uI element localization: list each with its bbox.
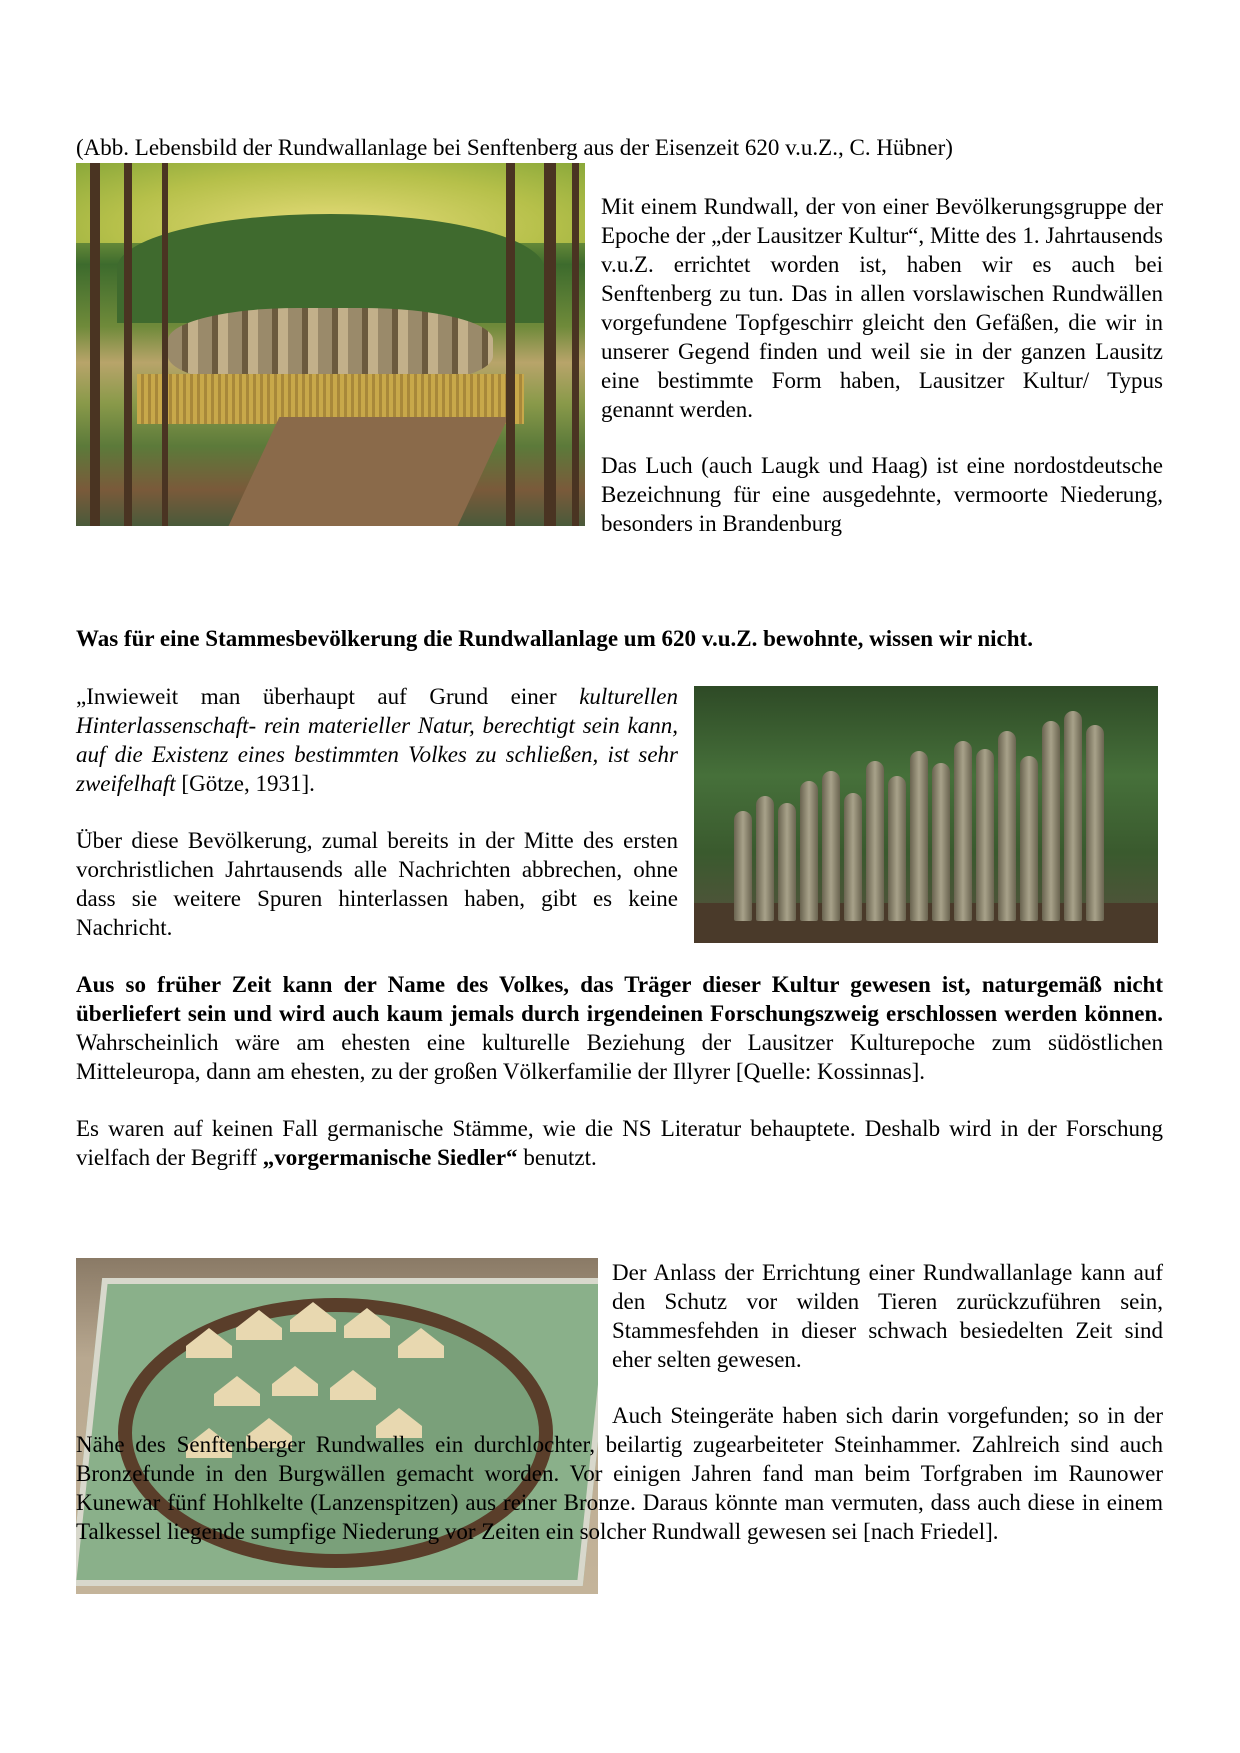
palisade-post [1042,721,1060,921]
palisade-post [1086,725,1104,921]
paragraph-rundwall-intro: Mit einem Rundwall, der von einer Bevölkerungsgruppe der Epoche der „der Lausitzer Kultur“, Mitte des 1. Jahrtausends v.u.Z. errichtet worden ist, haben wir es auch bei Senftenberg zu tun. Das in allen vorslawischen Rundwällen vorgefundene Topfgeschirr gleicht den Gefäßen, die wir in unserer Gegend finden und weil sie in der ganzen Lausitz eine bestimmte Form haben, Lausitzer Kultur/ Typus genannt werden. [601,194,1163,422]
palisade-post [910,751,928,921]
palisade-post [888,776,906,921]
palisade-post [734,811,752,921]
painting-tree [506,163,515,526]
palisade-post [1020,756,1038,921]
section-heading-tail: . [1027,626,1033,651]
palisade-post [998,731,1016,921]
paragraph-volk-name-rest: Wahrscheinlich wäre am ehesten eine kulturelle Beziehung der Lausitzer Kulturepoche zum südöstlichen Mitteleuropa, dann am ehesten, zu der großen Völkerfamilie der Illyrer [Quelle: Kossinnas]. [76,1030,1163,1084]
quote-citation: [Götze, 1931]. [175,771,315,796]
painting-path [229,417,509,526]
paragraph-funde: Auch Steingeräte haben sich darin vorgefunden; so in der Nähe des Senftenberger Rundwalles ein durchlochter, beilartig zugearbeiteter Steinhammer. Zahlreich sind auch Bronzefunde in den Burgwällen gemacht worden. Vor einigen Jahren fand man beim Torfgraben im Raunower Kunewar fünf Hohlkelte (Lanzenspitzen) aus reiner Bronze. Daraus könnte man vermuten, dass auch diese in einem Talkessel liegende sumpfige Niederung vor Zeiten ein solcher Rundwall gewesen sei [nach Friedel]. [76,1403,1163,1544]
palisade-post [800,781,818,921]
paragraph-anlass: Der Anlass der Errichtung einer Rundwallanlage kann auf den Schutz vor wilden Tieren zurückzuführen sein, Stammesfehden in dieser schwach besiedelten Zeit sind eher selten gewesen. [612,1260,1163,1372]
section-heading [76,624,1176,653]
palisade-post [778,803,796,921]
paragraph-luch-definition: Das Luch (auch Laugk und Haag) ist eine nordostdeutsche Bezeichnung für eine ausgedehnte, vermoorte Niederung, besonders in Brandenburg [601,453,1163,536]
palisade-post [954,741,972,921]
section-heading-bold: Was für eine Stammesbevölkerung die Rundwallanlage um 620 v.u.Z. bewohnte, wissen wir nicht [76,626,1028,651]
palisade-post [756,796,774,921]
paragraph-vorgermanisch-lead: Es waren auf keinen Fall germanische Stämme, wie die NS Literatur behauptete. Deshalb wird in der Forschung vielfach der Begriff [76,1116,1163,1170]
paragraph-population: Über diese Bevölkerung, zumal bereits in der Mitte des ersten vorchristlichen Jahrtausends alle Nachrichten abbrechen, ohne dass sie weitere Spuren hinterlassen haben, gibt es keine Nachricht. [76,828,678,940]
painting-tree [90,163,100,526]
palisade-photo [694,686,1158,943]
quote-goetze [76,682,678,798]
paragraph-volk-name [76,970,1163,1086]
palisade-post [976,749,994,921]
painting-rundwall-image [76,163,585,526]
palisade-post [866,761,884,921]
term-vorgermanische-siedler: „vorgermanische Siedler“ [262,1145,518,1170]
palisade-post [932,763,950,921]
figure-caption: (Abb. Lebensbild der Rundwallanlage bei Senftenberg aus der Eisenzeit 620 v.u.Z., C. Hübner) [76,135,953,160]
painting-tree [572,163,579,526]
painting-forest-hill [117,214,545,323]
painting-tree [544,163,556,526]
palisade-post [1064,711,1082,921]
quote-italic: kulturellen Hinterlassenschaft- rein materieller Natur, berechtigt sein kann, auf die Existenz eines bestimmten Volkes zu schließen, ist sehr zweifelhaft [76,684,678,796]
paragraph-vorgermanisch-tail: benutzt. [517,1145,597,1170]
painting-tree [124,163,132,526]
quote-lead: „Inwieweit man überhaupt auf Grund einer [76,684,580,709]
palisade-post [844,793,862,921]
painting-tree [162,163,168,526]
paragraph-vorgermanisch [76,1114,1163,1172]
paragraph-volk-name-bold: Aus so früher Zeit kann der Name des Volkes, das Träger dieser Kultur gewesen ist, naturgemäß nicht überliefert sein und wird auch kaum jemals durch irgendeinen Forschungszweig erschlossen werden können. [76,972,1163,1026]
palisade-post [822,771,840,921]
